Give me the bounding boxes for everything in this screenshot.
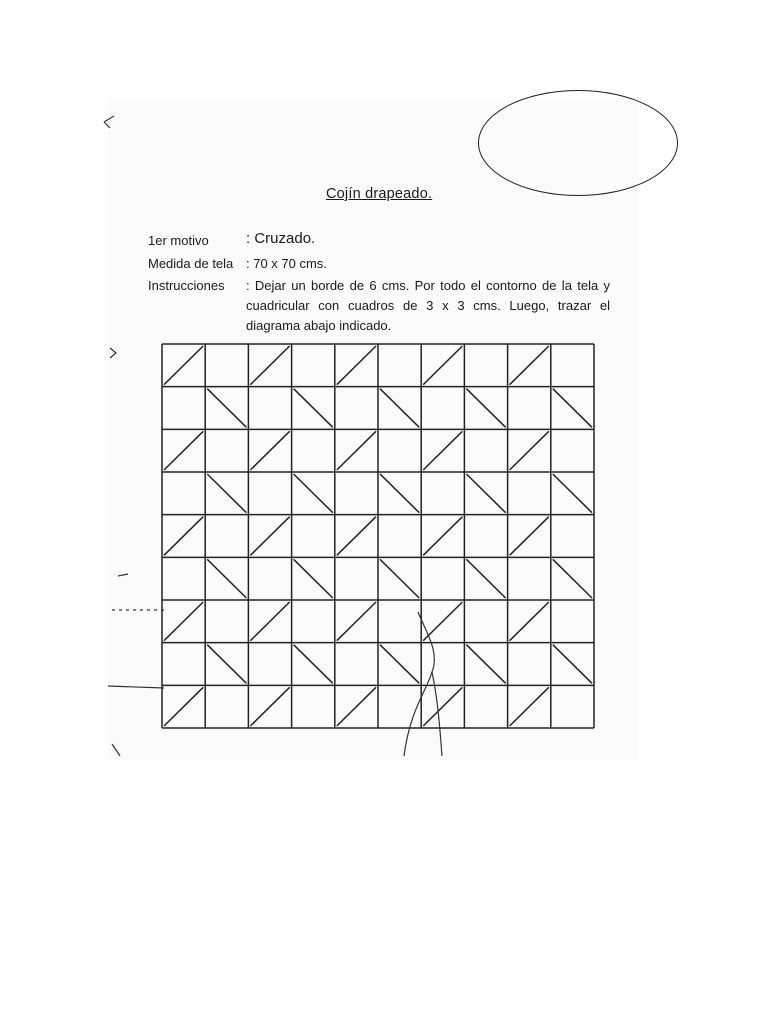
diagonal-rising bbox=[510, 602, 549, 641]
field-label-instrucciones: Instrucciones bbox=[148, 278, 225, 293]
diagonal-rising bbox=[250, 431, 289, 470]
diagonal-rising bbox=[337, 687, 376, 726]
edge-mark bbox=[108, 686, 164, 688]
diagonal-falling bbox=[553, 389, 592, 428]
diagonal-rising bbox=[423, 346, 462, 385]
diagonal-falling bbox=[294, 645, 333, 684]
scan-artifacts bbox=[104, 116, 442, 756]
diagonal-falling bbox=[294, 559, 333, 598]
diagonal-rising bbox=[423, 602, 462, 641]
diagonal-falling bbox=[466, 559, 505, 598]
diagonal-falling bbox=[553, 645, 592, 684]
diagonal-rising bbox=[337, 431, 376, 470]
diagonal-falling bbox=[380, 559, 419, 598]
diagonal-rising bbox=[510, 687, 549, 726]
edge-mark bbox=[110, 348, 116, 358]
document-title: Cojín drapeado. bbox=[326, 186, 433, 202]
diagonal-rising bbox=[164, 346, 203, 385]
diagonal-falling bbox=[380, 474, 419, 513]
diagonal-rising bbox=[250, 346, 289, 385]
diagonal-rising bbox=[510, 346, 549, 385]
diagonal-falling bbox=[207, 474, 246, 513]
diagonal-falling bbox=[207, 645, 246, 684]
diagonal-rising bbox=[423, 517, 462, 556]
diagonal-rising bbox=[250, 517, 289, 556]
diagonal-falling bbox=[207, 559, 246, 598]
diagonal-rising bbox=[337, 346, 376, 385]
diagonal-falling bbox=[294, 389, 333, 428]
diagonal-rising bbox=[423, 687, 462, 726]
diagonal-rising bbox=[164, 602, 203, 641]
diagonal-rising bbox=[164, 431, 203, 470]
diagonal-falling bbox=[207, 389, 246, 428]
diagonal-rising bbox=[250, 687, 289, 726]
field-label-medida: Medida de tela bbox=[148, 256, 234, 271]
diagonal-rising bbox=[510, 517, 549, 556]
diagonal-falling bbox=[294, 474, 333, 513]
edge-mark bbox=[118, 574, 128, 576]
diagonal-falling bbox=[553, 474, 592, 513]
edge-mark bbox=[112, 744, 120, 756]
field-label-motivo: 1er motivo bbox=[148, 233, 209, 248]
diagonal-falling bbox=[466, 474, 505, 513]
diagonal-falling bbox=[466, 645, 505, 684]
diagonal-falling bbox=[380, 389, 419, 428]
diagonal-rising bbox=[510, 431, 549, 470]
diagonal-rising bbox=[250, 602, 289, 641]
diagonal-rising bbox=[337, 517, 376, 556]
diagonal-rising bbox=[164, 517, 203, 556]
diagonal-falling bbox=[466, 389, 505, 428]
diagonal-rising bbox=[164, 687, 203, 726]
diagonal-falling bbox=[553, 559, 592, 598]
field-value-instrucciones: : Dejar un borde de 6 cms. Por todo el contorno de la tela y cuadricular con cuadros de 3 x 3 cms. Luego, trazar el diagrama abajo indicado. bbox=[246, 278, 610, 333]
corner-mark bbox=[104, 116, 114, 128]
field-value-medida: : 70 x 70 cms. bbox=[246, 256, 327, 271]
field-value-motivo: : Cruzado. bbox=[246, 230, 316, 247]
diagonal-falling bbox=[380, 645, 419, 684]
diagonal-rising bbox=[423, 431, 462, 470]
diagonal-rising bbox=[337, 602, 376, 641]
